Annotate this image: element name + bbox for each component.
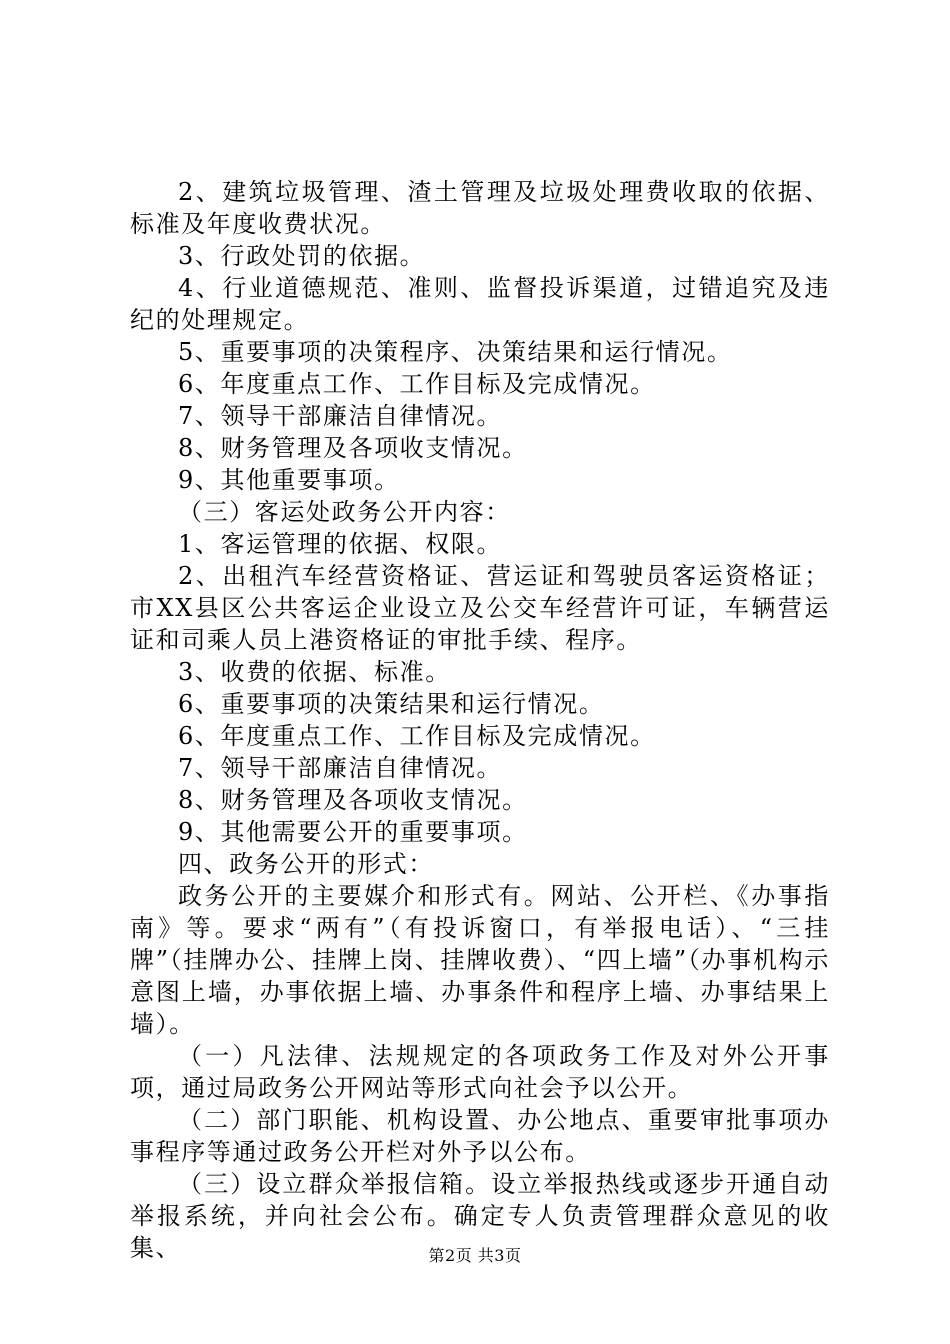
paragraph: 9、其他重要事项。 xyxy=(178,466,400,494)
paragraph: 2、出租汽车经营资格证、营运证和驾驶员客运资格证；市XX县区公共客运企业设立及公交车经营许可证，车辆营运证和司乘人员上港资格证的审批手续、程序。 xyxy=(130,562,830,654)
paragraph: 1、客运管理的依据、权限。 xyxy=(178,530,503,558)
page-number-footer: 第2页 共3页 xyxy=(428,1246,522,1265)
paragraph: 6、重要事项的决策结果和运行情况。 xyxy=(178,690,605,718)
paragraph: 7、领导干部廉洁自律情况。 xyxy=(178,402,503,430)
paragraph: 2、建筑垃圾管理、渣土管理及垃圾处理费收取的依据、标准及年度收费状况。 xyxy=(130,178,830,238)
paragraph: 8、财务管理及各项收支情况。 xyxy=(178,434,528,462)
paragraph: 5、重要事项的决策程序、决策结果和运行情况。 xyxy=(178,338,733,366)
paragraph: 6、年度重点工作、工作目标及完成情况。 xyxy=(178,370,656,398)
paragraph: （二）部门职能、机构设置、办公地点、重要审批事项办事程序等通过政务公开栏对外予以公布。 xyxy=(130,1106,830,1166)
paragraph: （三）设立群众举报信箱。设立举报热线或逐步开通自动举报系统，并向社会公布。确定专人负责管理群众意见的收集、 xyxy=(130,1170,830,1262)
paragraph: 9、其他需要公开的重要事项。 xyxy=(178,818,528,846)
paragraph: （一）凡法律、法规规定的各项政务工作及对外公开事项，通过局政务公开网站等形式向社会予以公开。 xyxy=(130,1042,830,1102)
paragraph: 4、行业道德规范、准则、监督投诉渠道，过错追究及违纪的处理规定。 xyxy=(130,274,830,334)
paragraph: 8、财务管理及各项收支情况。 xyxy=(178,786,528,814)
document-body xyxy=(130,176,830,1264)
section-heading: 四、政务公开的形式： xyxy=(178,850,434,878)
paragraph: 3、收费的依据、标准。 xyxy=(178,658,451,686)
paragraph: 7、领导干部廉洁自律情况。 xyxy=(178,754,503,782)
paragraph: 政务公开的主要媒介和形式有。网站、公开栏、《办事指南》等。要求“两有”（有投诉窗口，有举报电话）、“三挂牌”（挂牌办公、挂牌上岗、挂牌收费）、“四上墙”（办事机构示意图上墙，办事依据上墙、办事条件和程序上墙、办事结果上墙）。 xyxy=(130,882,830,1038)
section-heading: （三）客运处政务公开内容： xyxy=(178,498,511,526)
paragraph: 3、行政处罚的依据。 xyxy=(178,242,426,270)
paragraph: 6、年度重点工作、工作目标及完成情况。 xyxy=(178,722,656,750)
